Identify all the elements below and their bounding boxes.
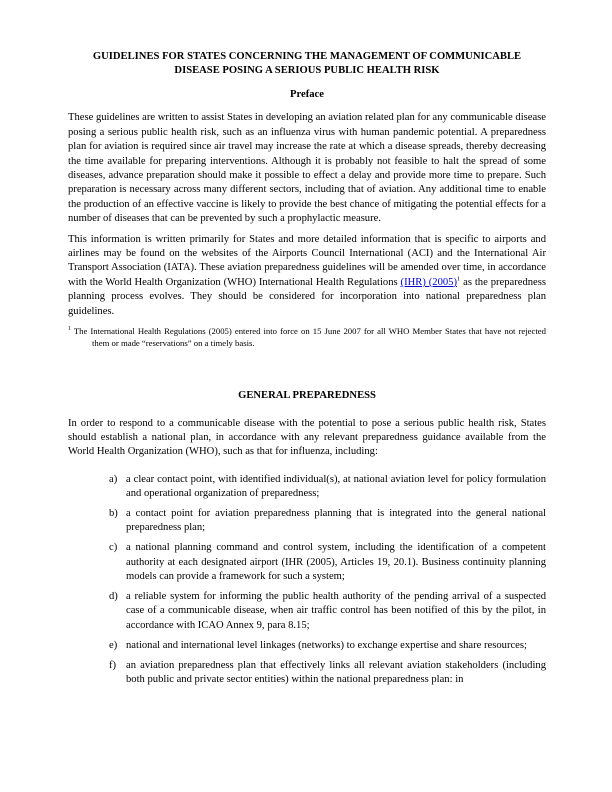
preparedness-list [68,473,546,688]
list-item-a [109,473,546,502]
list-item-c [109,541,546,584]
ihr-2005-link[interactable]: (IHR) (2005) [400,276,457,288]
general-preparedness-heading: GENERAL PREPAREDNESS [238,390,376,402]
list-item-b [109,507,546,536]
list-item-a-text: a clear contact point, with identified individual(s), at national aviation level for policy formulation and operational organization of preparedness; [126,473,546,500]
list-item-b-text: a contact point for aviation preparedness planning that is integrated into the general national preparedness plan; [126,508,546,534]
list-item-d-text: a reliable system for informing the public health authority of the pending arrival of a suspected case of a communicable disease, when air traffic control has been notified of this by the pilot, in accordance with ICAO Annex 9, para 8.15; [126,591,546,631]
list-item-e [109,639,546,653]
list-item-f-text: an aviation preparedness plan that effectively links all relevant aviation stakeholders (including both public and private sector entities) within the national preparedness plan: in [126,659,546,686]
footnote-marker: 1 [68,326,71,333]
list-item-b-label: b) [109,508,118,520]
general-preparedness-intro: In order to respond to a communicable disease with the potential to pose a serious public health risk, States should establish a national plan, in accordance with any relevant preparedness guidance available from the World Health Organization (WHO), such as that for influenza, including: [68,417,546,458]
list-item-d-label: d) [109,591,118,603]
list-item-e-text: national and international level linkages (networks) to exchange expertise and share resources; [126,639,527,651]
document-title-line2: DISEASE POSING A SERIOUS PUBLIC HEALTH RISK [174,64,440,76]
preface-paragraph-2-text-before-link: This information is written primarily for States and more detailed information that is specific to airports and airlines may be found on the websites of the Airports Council International (ACI) and the International Air Transport Association (IATA). These aviation preparedness guidelines will be amended over time, in accordance with the World Health Organization (WHO) International Health Regulations [68,233,546,288]
document-title-line1: GUIDELINES FOR STATES CONCERNING THE MANAGEMENT OF COMMUNICABLE [92,51,522,62]
preface-paragraph-1: These guidelines are written to assist States in developing an aviation related plan for any communicable disease posing a serious public health risk, such as an influenza virus with human pandemic potential. A preparedness plan for aviation is required since air travel may increase the rate at which a disease spreads, thereby decreasing the time available for preparing interventions. Although it is probably not feasible to halt the spread of some diseases, advance preparation should make it possible to effect a delay and provide more time to prepare. Such preparation is necessary across many different sectors, including that of aviation. Any additional time to enable the production of an effective vaccine is likely to provide the best chance of mitigating the potential effects for a number of diseases that can be prevented by such a prophylactic measure. [68,112,546,225]
list-item-d [109,590,546,633]
list-item-c-label: c) [109,542,118,554]
preface-heading: Preface [290,89,324,100]
footnote [68,325,546,349]
list-item-f-label: f) [109,659,117,671]
preface-paragraph-2 [68,233,546,319]
list-item-f [109,659,546,688]
document-title [68,50,546,77]
footnote-reference-superscript: 1 [457,275,461,283]
list-item-e-label: e) [109,639,118,651]
list-item-c-text: a national planning command and control system, including the identification of a competent authority at each designated airport (IHR (2005), Articles 19, 20.1). Business continuity planning models can provide a framework for such a system; [126,542,546,583]
preface-paragraph-2-text-after-link: as the preparedness planning process evolves. They should be considered for incorporation into national preparedness plan guidelines. [68,276,547,317]
list-item-a-label: a) [109,473,118,485]
footnote-text: The International Health Regulations (2005) entered into force on 15 June 2007 for all WHO Member States that have not rejected them or made “reservations” on a timely basis. [73,326,547,349]
